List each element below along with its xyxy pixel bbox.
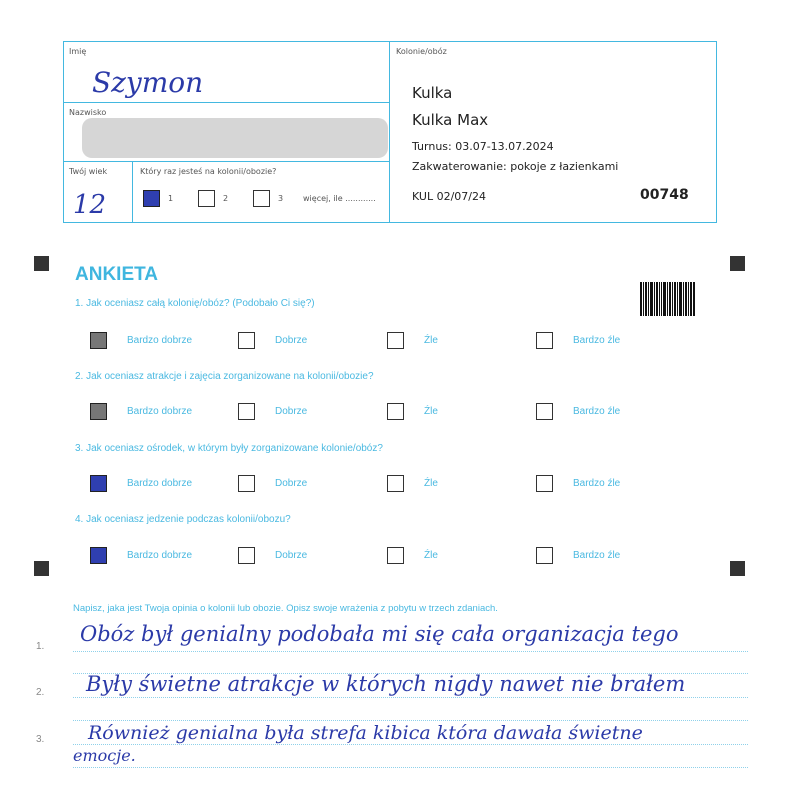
opinion-number-3: 3. <box>36 734 45 745</box>
question-2-option-2: Dobrze <box>275 406 308 417</box>
registration-marker-bottom-right <box>730 561 745 576</box>
opinion-line-3 <box>73 744 748 745</box>
registration-marker-top-left <box>34 256 49 271</box>
opinion-number-2: 2. <box>36 687 45 698</box>
question-1-checkbox-4[interactable] <box>536 332 553 349</box>
question-2-option-4: Bardzo źle <box>573 406 621 417</box>
imie-value: Szymon <box>92 66 204 99</box>
question-3-option-3: Źle <box>424 478 438 489</box>
question-1-text: 1. Jak oceniasz całą kolonię/obóz? (Podobało Ci się?) <box>75 298 315 309</box>
ktory-raz-checkbox-3[interactable] <box>253 190 270 207</box>
question-4-checkbox-2[interactable] <box>238 547 255 564</box>
turnus: Turnus: 03.07-13.07.2024 <box>412 140 554 153</box>
question-3-checkbox-2[interactable] <box>238 475 255 492</box>
wiek-label: Twój wiek <box>69 167 108 176</box>
question-1-option-4: Bardzo źle <box>573 335 621 346</box>
ktory-raz-option-2: 2 <box>223 194 229 203</box>
opinion-line-1 <box>73 651 748 652</box>
ktory-raz-label: Który raz jesteś na kolonii/obozie? <box>140 167 277 176</box>
question-4-text: 4. Jak oceniasz jedzenie podczas kolonii/obozu? <box>75 514 291 525</box>
question-2-checkbox-1[interactable] <box>90 403 107 420</box>
header-divider <box>389 41 390 222</box>
question-2-checkbox-4[interactable] <box>536 403 553 420</box>
question-3-option-2: Dobrze <box>275 478 308 489</box>
zakwaterowanie: Zakwaterowanie: pokoje z łazienkami <box>412 160 619 173</box>
question-3-option-1: Bardzo dobrze <box>127 478 193 489</box>
ktory-raz-checkbox-2[interactable] <box>198 190 215 207</box>
opinion-text-1: Obóz był genialny podobała mi się cała organizacja tego <box>80 622 679 646</box>
question-1-checkbox-1[interactable] <box>90 332 107 349</box>
barcode <box>640 282 695 316</box>
opinion-line-2 <box>73 697 748 698</box>
opinion-text-2: Były świetne atrakcje w których nigdy nawet nie brałem <box>86 672 686 696</box>
opinion-text-4: emocje. <box>73 746 136 765</box>
question-3-text: 3. Jak oceniasz ośrodek, w którym były zorganizowane kolonie/obóz? <box>75 443 383 454</box>
question-2-option-3: Źle <box>424 406 438 417</box>
opinion-line-3b <box>73 767 748 768</box>
question-4-option-4: Bardzo źle <box>573 550 621 561</box>
question-1-checkbox-3[interactable] <box>387 332 404 349</box>
question-3-checkbox-3[interactable] <box>387 475 404 492</box>
question-2-checkbox-3[interactable] <box>387 403 404 420</box>
question-4-option-1: Bardzo dobrze <box>127 550 193 561</box>
opinion-text-3: Również genialna była strefa kibica która dawała świetne <box>88 722 643 744</box>
barcode-graphic <box>640 282 695 316</box>
opinion-prompt: Napisz, jaka jest Twoja opinia o kolonii lub obozie. Opisz swoje wrażenia z pobytu w trzech zdaniach. <box>73 603 498 614</box>
form-number: 00748 <box>640 187 689 203</box>
question-3-checkbox-1[interactable] <box>90 475 107 492</box>
opinion-line-2b <box>73 720 748 721</box>
question-1-checkbox-2[interactable] <box>238 332 255 349</box>
question-4-checkbox-1[interactable] <box>90 547 107 564</box>
redacted-surname <box>82 118 388 158</box>
ktory-raz-checkbox-1[interactable] <box>143 190 160 207</box>
question-4-option-2: Dobrze <box>275 550 308 561</box>
camp-code: KUL 02/07/24 <box>412 190 486 203</box>
question-3-option-4: Bardzo źle <box>573 478 621 489</box>
question-4-option-3: Źle <box>424 550 438 561</box>
wiek-value: 12 <box>73 190 107 220</box>
registration-marker-top-right <box>730 256 745 271</box>
question-4-checkbox-4[interactable] <box>536 547 553 564</box>
opinion-number-1: 1. <box>36 641 45 652</box>
kolonie-label: Kolonie/obóz <box>396 47 447 56</box>
imie-label: Imię <box>69 47 87 56</box>
question-1-option-3: Źle <box>424 335 438 346</box>
registration-marker-bottom-left <box>34 561 49 576</box>
wiecej-label: więcej, ile ............ <box>303 194 376 203</box>
imie-divider <box>63 102 390 103</box>
question-1-option-1: Bardzo dobrze <box>127 335 193 346</box>
nazwisko-divider <box>63 161 390 162</box>
camp-subname: Kulka Max <box>412 111 489 129</box>
question-1-option-2: Dobrze <box>275 335 308 346</box>
wiek-divider <box>132 161 133 222</box>
ktory-raz-option-3: 3 <box>278 194 284 203</box>
ktory-raz-option-1: 1 <box>168 194 174 203</box>
question-3-checkbox-4[interactable] <box>536 475 553 492</box>
camp-name: Kulka <box>412 84 453 102</box>
survey-title: ANKIETA <box>75 264 159 285</box>
question-2-option-1: Bardzo dobrze <box>127 406 193 417</box>
question-2-text: 2. Jak oceniasz atrakcje i zajęcia zorganizowane na kolonii/obozie? <box>75 371 374 382</box>
nazwisko-label: Nazwisko <box>69 108 107 117</box>
question-4-checkbox-3[interactable] <box>387 547 404 564</box>
question-2-checkbox-2[interactable] <box>238 403 255 420</box>
